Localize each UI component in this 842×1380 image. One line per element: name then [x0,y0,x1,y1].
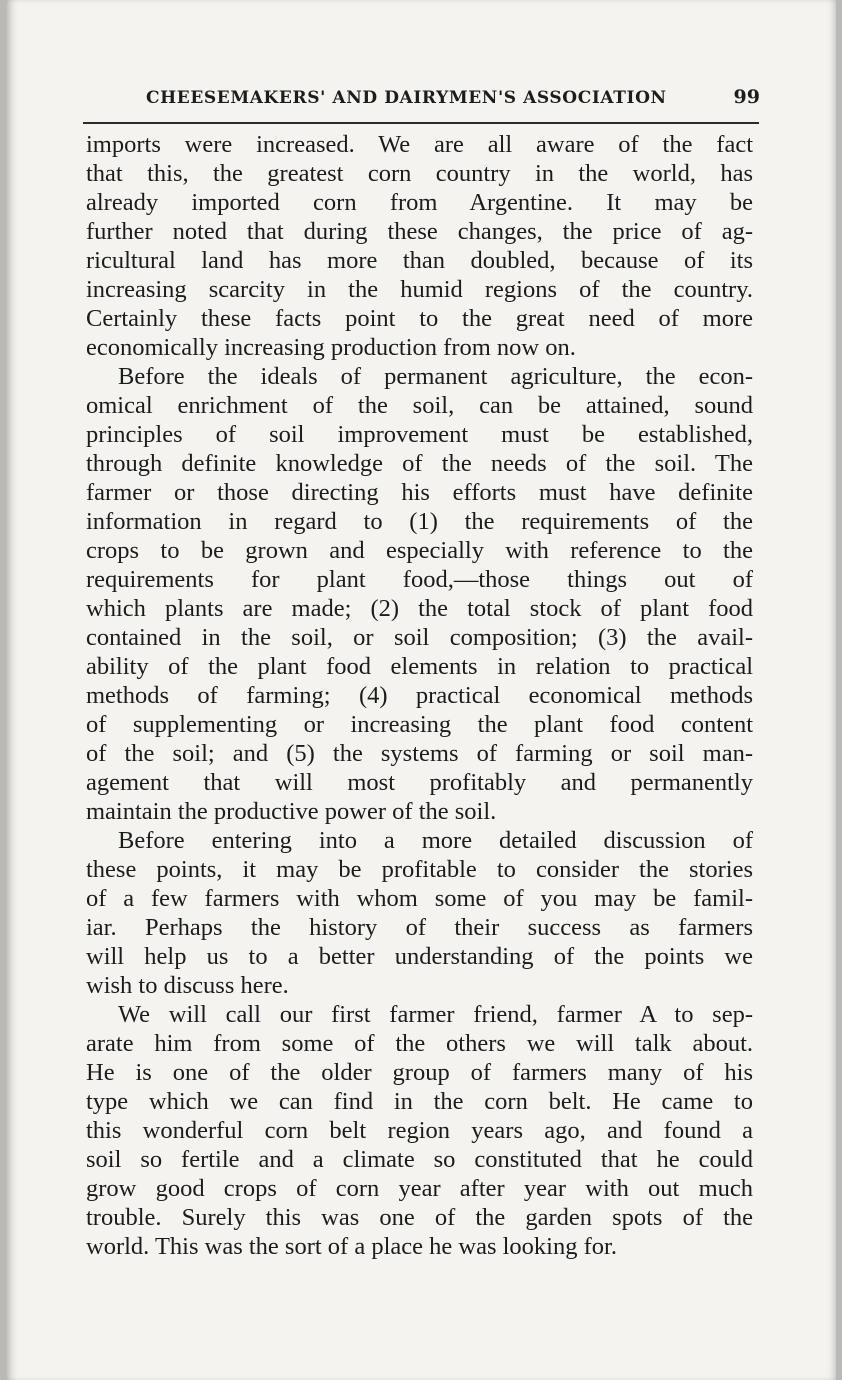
header-rule [83,122,759,124]
text-line: maintain the productive power of the soil. [86,798,497,825]
text-line: of supplementing or increasing the plant food content [86,711,753,738]
text-line: will help us to a better understanding of the points we [86,943,753,970]
text-line: methods of farming; (4) practical economical methods [86,682,753,709]
text-line: agement that will most profitably and permanently [86,769,753,796]
text-line: which plants are made; (2) the total stock of plant food [86,595,753,622]
text-line: type which we can find in the corn belt. He came to [86,1088,753,1115]
text-line: these points, it may be profitable to consider the stories [86,856,753,883]
text-line: through definite knowledge of the needs of the soil. The [86,450,753,477]
text-line: arate him from some of the others we will talk about. [86,1030,753,1057]
text-line: of the soil; and (5) the systems of farming or soil man- [86,740,753,767]
text-line: world. This was the sort of a place he was looking for. [86,1233,617,1260]
text-line: imports were increased. We are all aware of the fact [86,131,753,158]
text-line: already imported corn from Argentine. It may be [86,189,753,216]
text-line: ability of the plant food elements in relation to practical [86,653,753,680]
text-line: that this, the greatest corn country in the world, has [86,160,753,187]
text-line: grow good crops of corn year after year with out much [86,1175,753,1202]
text-line: wish to discuss here. [86,972,289,999]
text-line: Before entering into a more detailed discussion of [118,827,753,854]
text-line: further noted that during these changes, the price of ag- [86,218,753,245]
body-text [86,130,753,1261]
text-line: increasing scarcity in the humid regions of the country. [86,276,753,303]
text-line: iar. Perhaps the history of their success as farmers [86,914,753,941]
paragraph [86,1000,753,1261]
text-line: ricultural land has more than doubled, because of its [86,247,753,274]
text-line: omical enrichment of the soil, can be attained, sound [86,392,753,419]
text-line: soil so fertile and a climate so constituted that he could [86,1146,753,1173]
running-header [84,84,760,114]
text-line: farmer or those directing his efforts must have definite [86,479,753,506]
text-line: Certainly these facts point to the great need of more [86,305,753,332]
text-line: We will call our first farmer friend, farmer A to sep- [118,1001,753,1028]
text-line: information in regard to (1) the requirements of the [86,508,753,535]
text-line: of a few farmers with whom some of you may be famil- [86,885,753,912]
text-line: He is one of the older group of farmers many of his [86,1059,753,1086]
text-line: Before the ideals of permanent agriculture, the econ- [118,363,753,390]
page-number: 99 [733,86,760,108]
text-line: requirements for plant food,—those things out of [86,566,753,593]
paragraph [86,362,753,826]
paragraph [86,130,753,362]
text-line: crops to be grown and especially with reference to the [86,537,753,564]
text-line: contained in the soil, or soil composition; (3) the avail- [86,624,753,651]
header-title: CHEESEMAKERS' AND DAIRYMEN'S ASSOCIATION [146,88,667,108]
text-line: principles of soil improvement must be established, [86,421,753,448]
paragraph [86,826,753,1000]
text-line: economically increasing production from now on. [86,334,576,361]
text-line: this wonderful corn belt region years ago, and found a [86,1117,753,1144]
text-line: trouble. Surely this was one of the garden spots of the [86,1204,753,1231]
